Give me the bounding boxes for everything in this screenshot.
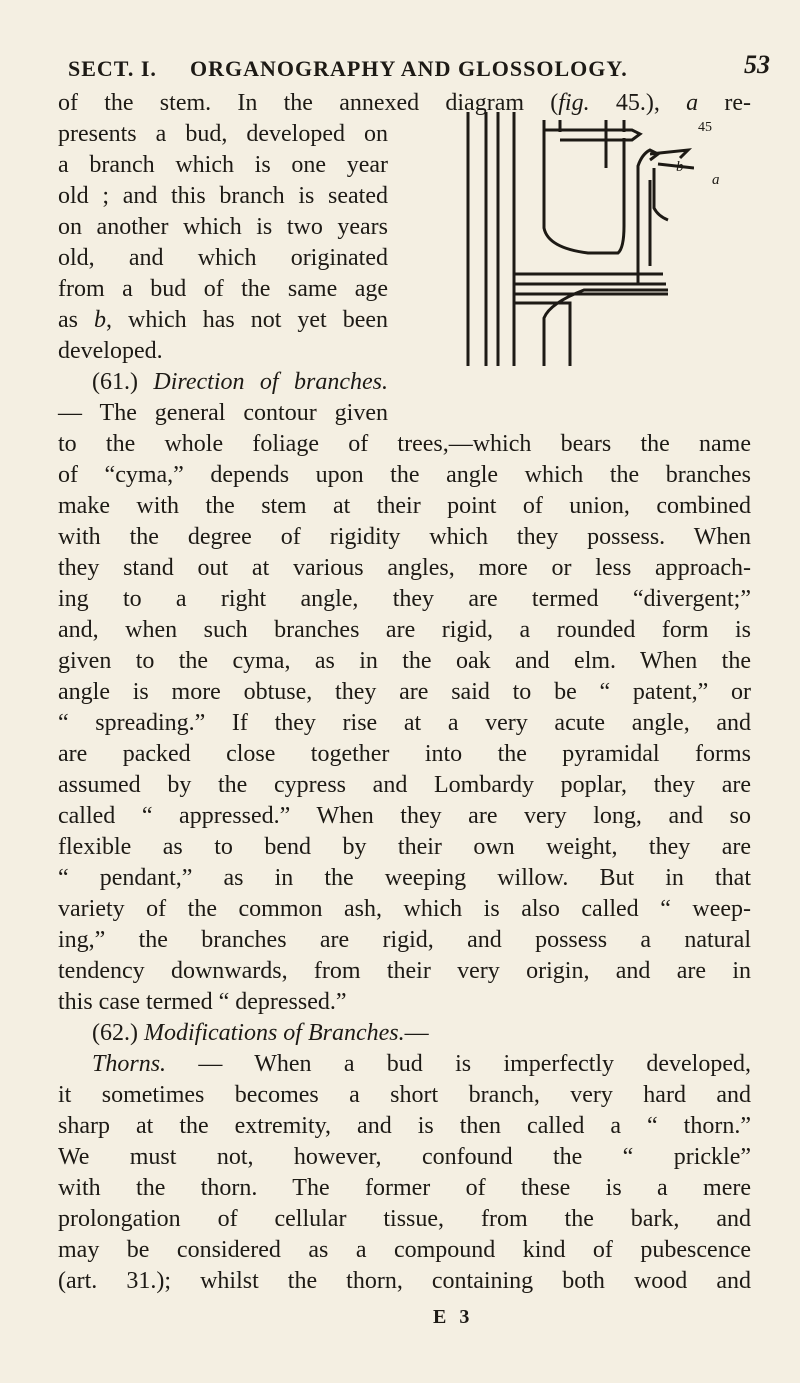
bud-a	[650, 150, 694, 168]
figure-label-a: a	[712, 172, 720, 188]
upper-shoot	[544, 120, 640, 168]
text-line: We must not, however, confound the “ prickle”	[58, 1144, 751, 1170]
text-line: angle is more obtuse, they are said to be “ patent,” or	[58, 679, 751, 705]
text-line: with the degree of rigidity which they possess. When	[58, 524, 751, 550]
text-line: to the whole foliage of trees,—which bears the name	[58, 431, 751, 457]
text-line: a branch which is one year	[58, 152, 388, 178]
figure-label-b: b	[676, 159, 684, 175]
text-line: on another which is two years	[58, 214, 388, 240]
text-line: make with the stem at their point of union, combined	[58, 493, 751, 519]
text-line: of the stem. In the annexed diagram (fig. 45.), a re-	[58, 90, 751, 116]
text-line: tendency downwards, from their very origin, and are in	[58, 958, 751, 984]
text-line: called “ appressed.” When they are very long, and so	[58, 803, 751, 829]
page-number: 53	[744, 50, 770, 79]
text-line: old, and which originated	[58, 245, 388, 271]
lower-branch	[514, 290, 668, 366]
second-year-stem	[498, 112, 514, 366]
text-line: may be considered as a compound kind of pubescence	[58, 1237, 751, 1263]
running-head-section: SECT. I.	[68, 56, 157, 81]
text-line: ing,” the branches are rigid, and possess a natural	[58, 927, 751, 953]
text-line: they stand out at various angles, more or less approach-	[58, 555, 751, 581]
text-line: of “cyma,” depends upon the angle which the branches	[58, 462, 751, 488]
running-head-title: ORGANOGRAPHY AND GLOSSOLOGY.	[190, 56, 628, 81]
first-year-branch	[514, 274, 666, 284]
text-line: developed.	[58, 338, 163, 364]
text-line: from a bud of the same age	[58, 276, 388, 302]
bud-a-branch	[638, 150, 668, 283]
text-line: “ spreading.” If they rise at a very acute angle, and	[58, 710, 751, 736]
text-line: — The general contour given	[58, 400, 388, 426]
text-line: flexible as to bend by their own weight, they are	[58, 834, 751, 860]
signature-mark: E 3	[433, 1306, 474, 1328]
text-line: sharp at the extremity, and is then called a “ thorn.”	[58, 1113, 751, 1139]
text-line: this case termed “ depressed.”	[58, 989, 347, 1015]
text-line: and, when such branches are rigid, a rounded form is	[58, 617, 751, 643]
text-line: with the thorn. The former of these is a mere	[58, 1175, 751, 1201]
section-heading-62: (62.) Modifications of Branches.—	[92, 1020, 429, 1046]
text-line: “ pendant,” as in the weeping willow. But in that	[58, 865, 751, 891]
branch-diagram-figure	[458, 108, 694, 370]
text-line: presents a bud, developed on	[58, 121, 388, 147]
subheading-thorns: Thorns. — When a bud is imperfectly developed,	[92, 1051, 751, 1077]
text-line: given to the cyma, as in the oak and elm. When the	[58, 648, 751, 674]
figure-number: 45	[698, 120, 712, 135]
section-heading-61: (61.) Direction of branches.	[92, 369, 388, 395]
text-line: prolongation of cellular tissue, from the bark, and	[58, 1206, 751, 1232]
text-line: as b, which has not yet been	[58, 307, 389, 333]
text-line: it sometimes becomes a short branch, very hard and	[58, 1082, 751, 1108]
text-line: ing to a right angle, they are termed “divergent;”	[58, 586, 751, 612]
outer-stem	[468, 112, 486, 366]
text-line: (art. 31.); whilst the thorn, containing both wood and	[58, 1268, 751, 1294]
text-line: are packed close together into the pyramidal forms	[58, 741, 751, 767]
text-line: assumed by the cypress and Lombardy poplar, they are	[58, 772, 751, 798]
text-line: old ; and this branch is seated	[58, 183, 388, 209]
text-line: variety of the common ash, which is also called “ weep-	[58, 896, 751, 922]
